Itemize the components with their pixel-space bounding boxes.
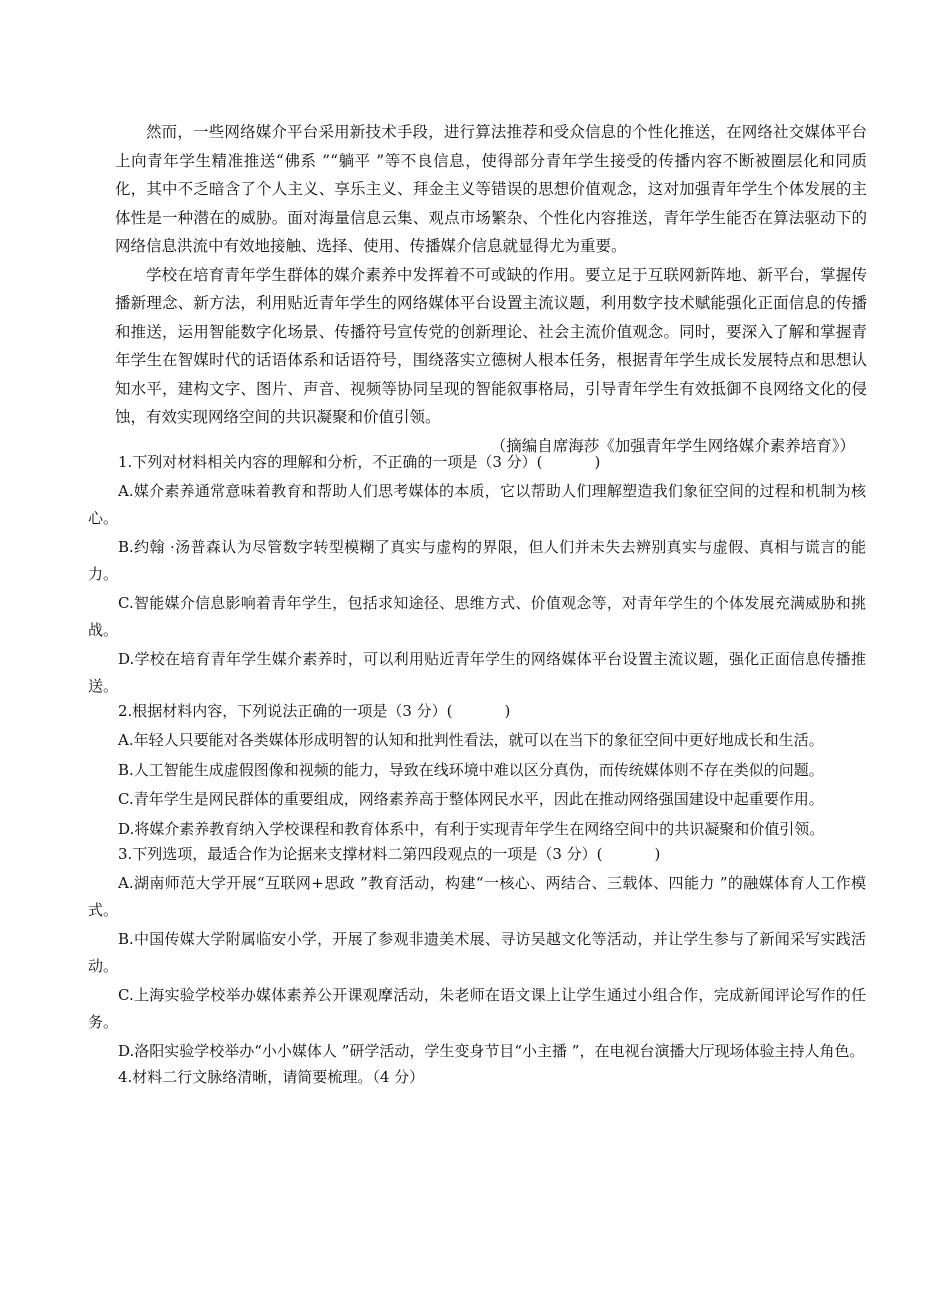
question-stem xyxy=(88,699,866,724)
option-b: B.中国传媒大学附属临安小学，开展了参观非遗美术展、寻访吴越文化等活动，并让学生参与了新闻采写实践活动。 xyxy=(88,930,866,975)
question-stem-text: 1.下列对材料相关内容的理解和分析，不正确的一项是（3 分）( xyxy=(118,453,543,471)
question-stem-close: ) xyxy=(654,845,661,863)
option-d: D.洛阳实验学校举办“小小媒体人 ”研学活动，学生变身节目“小主播 ”，在电视台演播大厅现场体验主持人角色。 xyxy=(118,1042,865,1060)
option-c: C.上海实验学校举办媒体素养公开课观摩活动，朱老师在语文课上让学生通过小组合作，完成新闻评论写作的任务。 xyxy=(88,986,866,1031)
question-3 xyxy=(88,842,866,1065)
option-a: A.湖南师范大学开展“互联网+思政 ”教育活动，构建“一核心、两结合、三载体、四能力 ”的融媒体育人工作模式。 xyxy=(88,874,866,919)
option-b: B.约翰 ·汤普森认为尽管数字转型模糊了真实与虚构的界限，但人们并未失去辨别真实与虚假、真相与谎言的能力。 xyxy=(88,538,866,583)
question-stem-close: ) xyxy=(594,453,601,471)
option-d: D.将媒介素养教育纳入学校课程和教育体系中，有利于实现青年学生在网络空间中的共识凝聚和价值引领。 xyxy=(118,819,825,838)
question-2 xyxy=(88,699,866,842)
question-stem-close: ) xyxy=(504,702,511,720)
option-a: A.年轻人只要能对各类媒体形成明智的认知和批判性看法，就可以在当下的象征空间中更好地成长和生活。 xyxy=(118,731,824,749)
question-1 xyxy=(88,450,866,699)
option-c: C.青年学生是网民群体的重要组成，网络素养高于整体网民水平，因此在推动网络强国建设中起重要作用。 xyxy=(118,790,824,808)
passage-citation: （摘编自席海莎《加强青年学生网络媒介素养培育》） xyxy=(490,436,855,455)
question-stem-text: 4.材料二行文脉络清晰，请简要梳理。（4 分） xyxy=(118,1067,425,1086)
question-stem xyxy=(88,450,866,475)
option-d: D.学校在培育青年学生媒介素养时，可以利用贴近青年学生的网络媒体平台设置主流议题，强化正面信息传播推送。 xyxy=(88,650,866,695)
option-a: A.媒介素养通常意味着教育和帮助人们思考媒体的本质，它以帮助人们理解塑造我们象征空间的过程和机制为核心。 xyxy=(88,482,866,527)
question-4 xyxy=(88,1065,866,1090)
passage-paragraph-2: 学校在培育青年学生群体的媒介素养中发挥着不可或缺的作用。要立足于互联网新阵地、新平台，掌握传播新理念、新方法，利用贴近青年学生的网络媒体平台设置主流议题，利用数字技术赋能强化正面信息的传播和推送，运用智能数字化场景、传播符号宣传党的创新理论、社会主流价值观念。同时，要深入了解和掌握青年学生在智媒时代的话语体系和话语符号，围绕落实立德树人根本任务，根据青年学生成长发展特点和思想认知水平，建构文字、图片、声音、视频等协同呈现的智能叙事格局，引导青年学生有效抵御不良网络文化的侵蚀，有效实现网络空间的共识凝聚和价值引领。 xyxy=(115,265,867,426)
question-stem-text: 3.下列选项，最适合作为论据来支撑材料二第四段观点的一项是（3 分）( xyxy=(118,845,603,863)
question-stem xyxy=(88,842,866,867)
reading-passage xyxy=(115,118,867,460)
question-stem-text: 2.根据材料内容，下列说法正确的一项是（3 分）( xyxy=(118,702,453,720)
question-list xyxy=(88,450,866,1090)
passage-paragraph-1: 然而，一些网络媒介平台采用新技术手段，进行算法推荐和受众信息的个性化推送，在网络社交媒体平台上向青年学生精准推送“佛系 ”“躺平 ”等不良信息，使得部分青年学生接受的传播内容不断被圈层化和同质化，其中不乏暗含了个人主义、享乐主义、拜金主义等错误的思想价值观念，这对加强青年学生个体发展的主体性是一种潜在的威胁。面对海量信息云集、观点市场繁杂、个性化内容推送，青年学生能否在算法驱动下的网络信息洪流中有效地接触、选择、使用、传播媒介信息就显得尤为重要。 xyxy=(115,123,867,255)
option-b: B.人工智能生成虚假图像和视频的能力，导致在线环境中难以区分真伪，而传统媒体则不存在类似的问题。 xyxy=(118,760,824,779)
option-c: C.智能媒介信息影响着青年学生，包括求知途径、思维方式、价值观念等，对青年学生的个体发展充满威胁和挑战。 xyxy=(88,594,866,639)
question-stem xyxy=(88,1065,866,1090)
